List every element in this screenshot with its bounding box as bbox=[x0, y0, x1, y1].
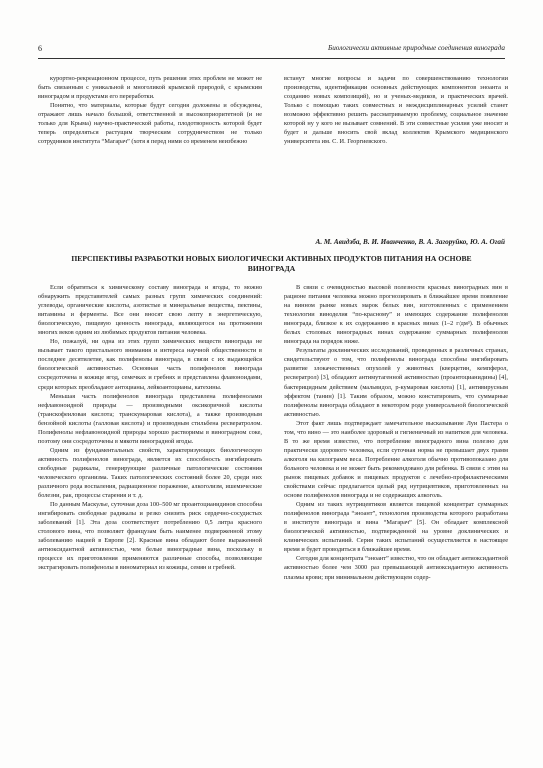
article-authors: А. М. Авидзба, В. И. Иванченко, В. А. Загоруйко, Ю. А. Огай bbox=[315, 238, 505, 246]
paragraph: курортно-рекреационном процессе, путь решения этих проблем не может не быть связанным с уникальной и многоликой крымской природой, с крымским виноградом и продуктами его переработки. bbox=[38, 75, 262, 101]
paragraph: Одним из фундаментальных свойств, характеризующих биологическую активность полифенолов винограда, является их способность ингибировать свободные радикалы, генерирующие различные патологические состояния человеческого организма. Таких патологических состояний более 20, среди них различного рода воспаления, радиационное поражение, алкоголизм, ишемические болезни, рак, процессы старения и т. д. bbox=[38, 446, 262, 500]
paragraph: встанут многие вопросы и задачи по совершенствованию технологии производства, идентификации основных действующих компонентов эноанта и созданию новых композиций), но и ученых-медиков, и практических врачей. Только с помощью таких совместных и междисциплинарных усилий станет возможно эффективно решить рассматриваемую проблему, социальное значение которой ну у кого не вызывает сомнений. В эти совместные усилия уже вносит и будет и дальше вносить свой вклад коллектив Крымского медицинского университета им. С. И. Георгиевского. bbox=[284, 75, 508, 146]
paragraph: Этот факт лишь подтверждает замечательное высказывание Луи Пастера о том, что вино — это наиболее здоровый и гигиеничный из напитков для человека. В то же время известно, что потребление виноградного вина полезно для практически здорового человека, если суточная норма не превышает двух грамм алкоголя на килограмм веса. Потребление алкоголя обычно противопоказано для больного человека и не может быть рекомендовано для ребенка. В связи с этим на рынок пищевых добавок и пищевых продуктов с лечебно-профилактическими свойствами сейчас предлагается целый ряд нутрицевтиков, приготовленных на основе полифенолов винограда и не содержащих алкоголь. bbox=[284, 419, 508, 500]
paragraph: Меньшая часть полифенолов винограда представлена полифенолами нефлавоноидной природы — производными оксикоричной кислоты (транскофеиловая кислота; транскумаровая кислота), а также производным бензойной кислоты (галловая кислота) и производным стильбена ресвератролом. Полифенолы нефлавоноидной природы хорошо растворимы в виноградном соке, поэтому они сосредоточены в мякоти виноградной ягоды. bbox=[38, 392, 262, 445]
paragraph: Понятно, что материалы, которые будут сегодня доложены и обсуждены, отражают лишь начало большой, ответственной и высокоприоритетной (и не только для Крыма) научно-практической работы, плодотворность которой будет теперь определяться растущим творческим сотрудничеством не только сотрудников института “Магарач” (хотя я перед ними со временем неизбежно bbox=[38, 102, 262, 146]
paragraph: Результаты доклинических исследований, проведенных в различных странах, свидетельствуют о том, что полифенолы винограда способны ингибировать развитие злокачественных опухолей у животных (кверцетин, кемпферол, ресвератрол) [3], обладают антимутагенной активностью (проантоцианидины) [4], бактерицидным действием (мальвидол, р-кумаровая кислота) [1], антивирусным эффектом (танин) [1]. Таким образом, можно констатировать, что суммарные полифенолы винограда обладают в некотором роде универсальной биологической активностью. bbox=[284, 347, 508, 418]
paragraph: Если обратиться к химическому составу винограда и ягоды, то можно обнаружить представителей самых разных групп химических соединений: углеводы, органические кислоты, азотистые и минеральные вещества, пектины, витамины и ферменты. Все они вносят свою лепту в энергетическую, биологическую, пищевую ценность винограда, являющегося на протяжении многих веков одним из любимых продуктов питания человека. bbox=[38, 284, 262, 337]
running-header bbox=[38, 40, 505, 59]
article-column-left bbox=[38, 283, 262, 573]
paragraph: Сегодня для концентрата “эноант” известно, что он обладает антиоксидантной активностью более чем 3000 раз превышающей антиоксидантную активность плазмы крови; при минимальном действующем содер- bbox=[284, 555, 508, 581]
paragraph: Но, пожалуй, ни одна из этих групп химических веществ винограда не вызывает такого пристального внимания и интереса научной общественности в последнее десятилетие, как полифенолы винограда, в связи с их выдающейся биологической активностью. Основная часть полифенолов винограда сосредоточена в кожице ягод, семечках и гребнях и представлена флавоноидами, среди которых преобладают антоцианы, лейкоантоцианы, катехины. bbox=[38, 338, 262, 391]
article-column-right bbox=[284, 283, 508, 582]
page-number: 6 bbox=[38, 44, 42, 53]
intro-column-right bbox=[284, 74, 508, 146]
running-title: Биологически активные природные соединения винограда bbox=[327, 44, 505, 52]
paragraph: По данным Маскулье, суточная доза 100–500 мг проантоцианидинов способна ингибировать свободные радикалы и резко снизить риск сердечно-сосудистых заболеваний [1]. Эта доза соответствует потреблению 0,5 литра красного столового вина, что позволяет французам быть наименее подверженной этому заболеванию нацией в Европе [2]. Красные вина обладают более выраженной антиоксидантной активностью, чем белые виноградные вина, поскольку в процессе их приготовления применяются различные способы, позволяющие экстрагировать полифенолы в виноматериал из кожицы, семян и гребней. bbox=[38, 501, 262, 572]
paragraph: В связи с очевидностью высокой полезности красных виноградных вин в рационе питания человека можно прогнозировать в ближайшее время появление на винном рынке новых марок белых вин, изготовленных с применением технологии виноделия “по-красному” и имеющих содержание полифенолов винограда, близкое к их содержанию в красных винах (1–2 г/дм³). В обычных белых столовых виноградных винах содержание суммарных полифенолов винограда на порядок ниже. bbox=[284, 284, 508, 346]
paragraph: Одним из таких нутрицевтиков является пищевой концентрат суммарных полифенолов винограда “эноант”, технология производства которого разработана в институте винограда и вина “Магарач” [5]. Он обладает комплексной биологической активностью, подтвержденной на уровне доклинических и клинических испытаний. Серия таких испытаний осуществляется в настоящее время и будет проводиться в ближайшее время. bbox=[284, 501, 508, 554]
intro-column-left bbox=[38, 74, 262, 146]
article-title: ПЕРСПЕКТИВЫ РАЗРАБОТКИ НОВЫХ БИОЛОГИЧЕСКИ АКТИВНЫХ ПРОДУКТОВ ПИТАНИЯ НА ОСНОВЕ ВИНОГРАДА bbox=[71, 254, 472, 273]
